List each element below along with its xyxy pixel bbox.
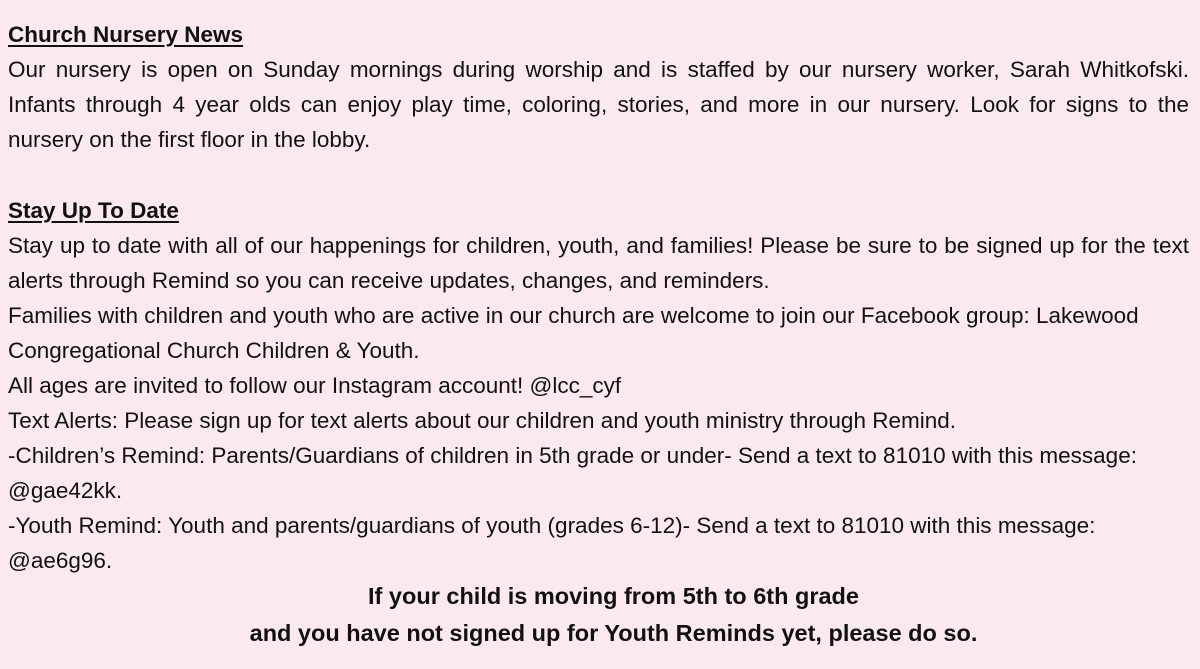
childrens-remind-paragraph: -Children’s Remind: Parents/Guardians of children in 5th grade or under- Send a text to 81010 with this message: @gae42kk. bbox=[8, 443, 1137, 503]
callout-line-2: and you have not signed up for Youth Reminds yet, please do so. bbox=[249, 620, 978, 646]
instagram-paragraph: All ages are invited to follow our Instagram account! @lcc_cyf bbox=[8, 373, 622, 398]
youth-remind-callout bbox=[8, 578, 1189, 652]
remind-intro-paragraph: Stay up to date with all of our happenings for children, youth, and families! Please be sure to be signed up for the text alerts through Remind so you can receive updates, changes, and reminders. bbox=[8, 233, 1189, 293]
facebook-group-paragraph: Families with children and youth who are active in our church are welcome to join our Facebook group: Lakewood Congregational Church Children & Youth. bbox=[8, 303, 1139, 363]
stay-up-to-date-heading: Stay Up To Date bbox=[8, 198, 179, 223]
text-alerts-paragraph: Text Alerts: Please sign up for text alerts about our children and youth ministry through Remind. bbox=[8, 408, 956, 433]
callout-line-1: If your child is moving from 5th to 6th grade bbox=[368, 583, 859, 609]
section-spacer bbox=[8, 157, 1189, 193]
nursery-section bbox=[8, 17, 1189, 157]
youth-remind-paragraph: -Youth Remind: Youth and parents/guardians of youth (grades 6-12)- Send a text to 81010 with this message: @ae6g96. bbox=[8, 513, 1096, 573]
nursery-paragraph: Our nursery is open on Sunday mornings during worship and is staffed by our nursery worker, Sarah Whitkofski. Infants through 4 year olds can enjoy play time, coloring, stories, and more in our nursery. Look for signs to the nursery on the first floor in the lobby. bbox=[8, 57, 1189, 152]
stay-up-to-date-section bbox=[8, 193, 1189, 578]
nursery-heading: Church Nursery News bbox=[8, 22, 244, 47]
